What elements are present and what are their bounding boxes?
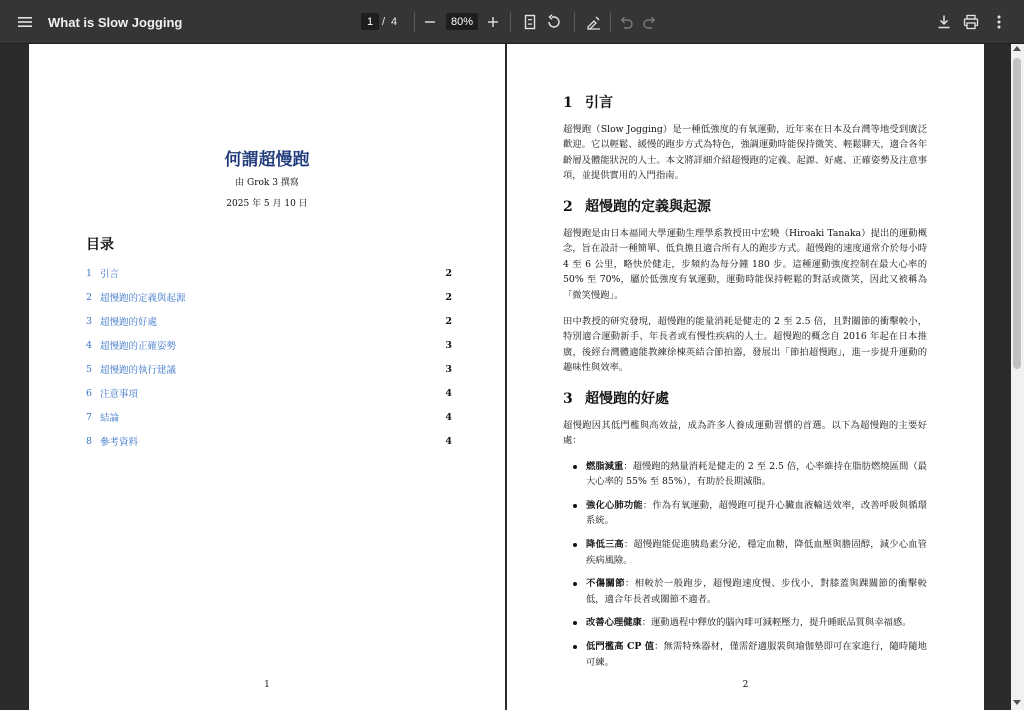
section-number: 2: [563, 198, 573, 215]
zoom-in-icon[interactable]: [481, 10, 505, 34]
undo-icon[interactable]: [614, 10, 638, 34]
redo-icon[interactable]: [638, 10, 662, 34]
scroll-down-arrow-icon[interactable]: [1013, 700, 1021, 705]
toc-item-label: 超慢跑的定義與起源: [100, 293, 186, 304]
toc-item-cautions[interactable]: [86, 381, 452, 405]
list-item: [563, 459, 927, 490]
menu-icon[interactable]: [13, 10, 37, 34]
toc-item-conclusion[interactable]: [86, 405, 452, 429]
toc-item-page: 3: [445, 339, 452, 351]
toc-item-page: 4: [445, 435, 452, 447]
list-item: [563, 615, 927, 631]
list-item: [563, 537, 927, 568]
list-item-term: 改善心理健康: [586, 617, 642, 629]
toc-item-number: 5: [86, 363, 93, 375]
toc-item-number: 6: [86, 387, 93, 399]
page-footer-number: 2: [742, 680, 749, 690]
toc-item-number: 1: [86, 267, 93, 279]
section-number: 1: [563, 95, 573, 111]
toc-item-page: 4: [445, 411, 452, 423]
paragraph: 超慢跑（Slow Jogging）是一種低強度的有氧運動，近年來在日本及台灣等地受到廣泛歡迎。它以輕鬆、緩慢的跑步方式為特色，強調運動時能保持微笑、輕鬆聊天，適合各年齡層及體能狀況的人士。本文將詳細介紹超慢跑的定義、起源、好處、正確姿勢及注意事項，並提供實用的入門指南。: [563, 123, 927, 182]
pdf-page-1: [29, 44, 505, 710]
section-title: 超慢跑的定義與起源: [585, 198, 711, 215]
toc-item-number: 2: [86, 291, 93, 303]
list-item-text: ：相較於一般跑步，超慢跑速度慢、步伐小，對膝蓋與踝關節的衝擊較低，適合年長者或關節不適者。: [586, 578, 927, 605]
toc-item-label: 引言: [100, 269, 120, 280]
list-item: [563, 576, 927, 607]
paragraph: 田中教授的研究發現，超慢跑的能量消耗是健走的 2 至 2.5 倍，且對關節的衝擊較小，特別適合運動新手、年長者或有慢性疾病的人士。超慢跑的概念自 2016 年起在日本推廣，後經台灣體適能教練徐棟英結合節拍器，發展出「節拍超慢跑」，進一步提升運動的趣味性與效率。: [563, 315, 927, 374]
toc-item-benefits[interactable]: [86, 309, 452, 333]
table-of-contents: [86, 261, 452, 453]
toolbar-divider: [414, 12, 415, 32]
more-options-icon[interactable]: [987, 10, 1011, 34]
toc-item-posture[interactable]: [86, 333, 452, 357]
toc-item-label: 注意事項: [100, 389, 139, 400]
scrollbar-thumb[interactable]: [1013, 58, 1021, 369]
toc-item-page: 3: [445, 363, 452, 375]
toc-item-definition[interactable]: [86, 285, 452, 309]
page-content: [563, 96, 927, 678]
list-item: [563, 639, 927, 670]
paragraph: 超慢跑是由日本福岡大學運動生理學系教授田中宏曉（Hiroaki Tanaka）提出的運動概念，旨在設計一種簡單、低負擔且適合所有人的跑步方式。超慢跑的速度通常介於每小時 4 至 6 公里，略快於健走，步頻約為每分鐘 180 步。這種運動強度控制在最大心率的 50% 至 70%，屬於低強度有氧運動，運動時能保持輕鬆的對話或微笑，因此又被稱為「微笑慢跑」。: [563, 227, 927, 301]
download-icon[interactable]: [932, 10, 956, 34]
annotate-icon[interactable]: [582, 10, 606, 34]
benefits-list: [563, 459, 927, 671]
toolbar-divider: [574, 12, 575, 32]
zoom-input[interactable]: 80%: [446, 13, 478, 30]
toc-item-label: 參考資料: [100, 437, 139, 448]
pdf-toolbar: [0, 0, 1024, 44]
pdf-viewer: [0, 44, 1024, 710]
zoom-out-icon[interactable]: [418, 10, 442, 34]
section-title: 引言: [585, 95, 613, 111]
pdf-page-2: [507, 44, 984, 710]
section-heading: [563, 200, 927, 216]
toc-item-label: 超慢跑的執行建議: [100, 365, 177, 376]
list-item-text: ：作為有氧運動，超慢跑可提升心臟血液輸送效率，改善呼吸與循環系統。: [586, 499, 927, 527]
document-heading: 何謂超慢跑: [224, 150, 310, 170]
rotate-icon[interactable]: [542, 10, 566, 34]
scroll-up-arrow-icon[interactable]: [1013, 46, 1021, 51]
toc-item-advice[interactable]: [86, 357, 452, 381]
list-item-term: 燃脂減重: [586, 460, 624, 472]
section-heading: [563, 96, 927, 112]
section-title: 超慢跑的好處: [585, 390, 669, 407]
print-icon[interactable]: [959, 10, 983, 34]
list-item-term: 降低三高: [586, 539, 624, 551]
paragraph: 超慢跑因其低門檻與高效益，成為許多人養成運動習慣的首選。以下為超慢跑的主要好處：: [563, 419, 927, 447]
toc-item-number: 4: [86, 339, 93, 351]
list-item-term: 低門檻高 CP 值: [586, 641, 655, 653]
toolbar-divider: [610, 12, 611, 32]
toc-item-page: 2: [445, 291, 452, 303]
list-item-text: ：超慢跑能促進胰島素分泌，穩定血糖，降低血壓與膽固醇，減少心血管疾病風險。: [586, 539, 927, 566]
list-item-text: ：無需特殊器材，僅需舒適服裝與瑜伽墊即可在家進行，隨時隨地可練。: [586, 641, 927, 668]
list-item-term: 不傷關節: [586, 578, 626, 590]
document-date: 2025 年 5 月 10 日: [226, 199, 308, 209]
page-number-input[interactable]: 1: [361, 13, 379, 30]
toc-item-introduction[interactable]: [86, 261, 452, 285]
toc-item-label: 超慢跑的正確姿勢: [100, 341, 177, 352]
toc-item-number: 8: [86, 435, 93, 447]
toc-item-page: 2: [445, 267, 452, 279]
page-total: 4: [391, 15, 398, 28]
toc-item-label: 結論: [100, 413, 120, 424]
toc-item-page: 4: [445, 387, 452, 399]
toc-item-page: 2: [445, 315, 452, 327]
toc-item-number: 3: [86, 315, 93, 327]
section-heading: [563, 392, 927, 408]
page-separator: /: [382, 15, 386, 28]
list-item: [563, 498, 927, 529]
list-item-term: 強化心肺功能: [586, 499, 643, 511]
fit-page-icon[interactable]: [518, 10, 542, 34]
page-footer-number: 1: [264, 680, 270, 690]
toc-heading: 目录: [86, 237, 114, 253]
document-author: 由 Grok 3 撰寫: [235, 178, 299, 188]
section-number: 3: [563, 390, 573, 407]
document-title: What is Slow Jogging: [48, 14, 183, 30]
toc-item-label: 超慢跑的好處: [100, 317, 158, 328]
list-item-text: ：超慢跑的熱量消耗是健走的 2 至 2.5 倍，心率維持在脂肪燃燒區間（最大心率的 55% 至 85%），有助於長期減脂。: [586, 460, 927, 488]
toolbar-divider: [510, 12, 511, 32]
toc-item-number: 7: [86, 411, 93, 423]
toc-item-references[interactable]: [86, 429, 452, 453]
list-item-text: ：運動過程中釋放的腦內啡可減輕壓力，提升睡眠品質與幸福感。: [641, 617, 912, 629]
